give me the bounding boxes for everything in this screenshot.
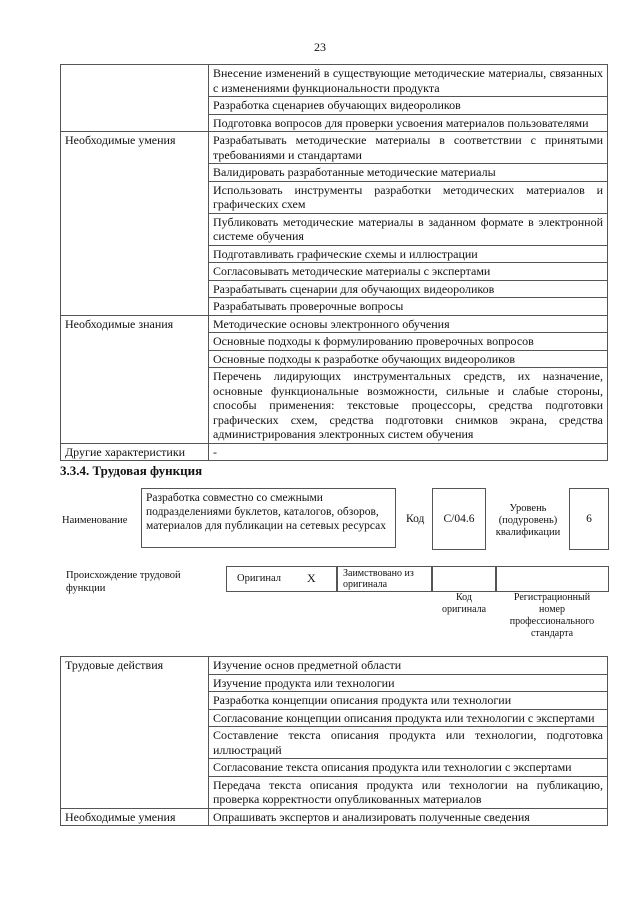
row-item: Подготовка вопросов для проверки усвоения материалов пользователями — [209, 114, 608, 132]
reg-number-caption: Регистрационный номер профессионального стандарта — [509, 592, 595, 639]
row-label-cell — [61, 132, 209, 316]
level-label: Уровень (подуровень) квалификации — [495, 503, 561, 538]
row-item: Изучение продукта или технологии — [209, 674, 608, 692]
row-item: Согласование концепции описания продукта или технологии с экспертами — [209, 709, 608, 727]
code-original-box — [431, 566, 497, 592]
code-value: C/04.6 — [443, 513, 475, 525]
borrowed-box — [336, 566, 433, 592]
table-row — [61, 315, 608, 333]
level-value: 6 — [586, 513, 592, 525]
row-item: Разрабатывать проверочные вопросы — [209, 298, 608, 316]
requirements-table — [60, 64, 608, 461]
reg-number-box — [495, 566, 609, 592]
name-label: Наименование — [62, 515, 128, 526]
row-item: Разработка концепции описания продукта или технологии — [209, 692, 608, 710]
row-label: Другие характеристики — [65, 444, 186, 459]
row-label: Необходимые умения — [65, 133, 176, 147]
row-item: Методические основы электронного обучения — [209, 315, 608, 333]
row-item: Разработка сценариев обучающих видеороликов — [209, 97, 608, 115]
section-title: 3.3.4. Трудовая функция — [60, 463, 203, 478]
original-label: Оригинал — [237, 573, 281, 584]
row-label: Трудовые действия — [65, 658, 164, 672]
row-label-cell — [61, 315, 209, 443]
row-item: Внесение изменений в существующие методические материалы, связанных с изменениями функциональности продукта — [209, 65, 608, 97]
table-row — [61, 132, 608, 164]
function-name-box — [141, 488, 396, 548]
row-item: Основные подходы к разработке обучающих видеороликов — [209, 350, 608, 368]
row-label: Необходимые умения — [65, 809, 176, 824]
row-label-cell — [61, 65, 209, 132]
page-number: 23 — [314, 40, 326, 54]
row-item: - — [209, 443, 608, 461]
original-mark: X — [307, 571, 316, 585]
borrowed-label: Заимствовано из оригинала — [343, 568, 414, 590]
row-item: Валидировать разработанные методические материалы — [209, 164, 608, 182]
origin-label: Происхождение трудовой функции — [66, 570, 181, 594]
row-item: Использовать инструменты разработки методических материалов и графических схем — [209, 181, 608, 213]
code-original-caption: Код оригинала — [441, 592, 487, 615]
table-row — [61, 443, 608, 461]
row-item: Опрашивать экспертов и анализировать полученные сведения — [209, 808, 608, 826]
row-item: Разрабатывать методические материалы в соответствии с принятыми требованиями и стандартами — [209, 132, 608, 164]
code-box — [432, 488, 486, 550]
table-row — [61, 65, 608, 97]
row-item: Согласование текста описания продукта или технологии с экспертами — [209, 759, 608, 777]
table-row — [61, 657, 608, 675]
level-box — [569, 488, 609, 550]
code-label: Код — [406, 513, 425, 525]
row-item: Составление текста описания продукта или технологии, подготовка иллюстраций — [209, 727, 608, 759]
row-item: Публиковать методические материалы в заданном формате в электронной системе обучения — [209, 213, 608, 245]
row-item: Изучение основ предметной области — [209, 657, 608, 675]
row-item: Согласовывать методические материалы с экспертами — [209, 263, 608, 281]
row-item: Разрабатывать сценарии для обучающих видеороликов — [209, 280, 608, 298]
row-item: Подготавливать графические схемы и иллюстрации — [209, 245, 608, 263]
row-label: Необходимые знания — [65, 316, 174, 331]
row-label-cell — [61, 657, 209, 809]
row-item: Передача текста описания продукта или технологии на публикацию, проверка корректности опубликованных материалов — [209, 776, 608, 808]
row-item: Перечень лидирующих инструментальных средств, их назначение, основные функциональные возможности, сильные и слабые стороны, способы применения: текстовые процессоры, средства подготовки графических схем, средства подготовки снимков экрана, средства администрирования электронных систем обучения — [209, 368, 608, 444]
function-name: Разработка совместно со смежными подразделениями буклетов, каталогов, обзоров, материалов для публикации на сетевых ресурсах — [146, 492, 386, 532]
row-item: Основные подходы к формулированию проверочных вопросов — [209, 333, 608, 351]
row-label-cell — [61, 443, 209, 461]
original-box — [226, 566, 338, 592]
table-row — [61, 808, 608, 826]
actions-table — [60, 656, 608, 826]
row-label-cell — [61, 808, 209, 826]
